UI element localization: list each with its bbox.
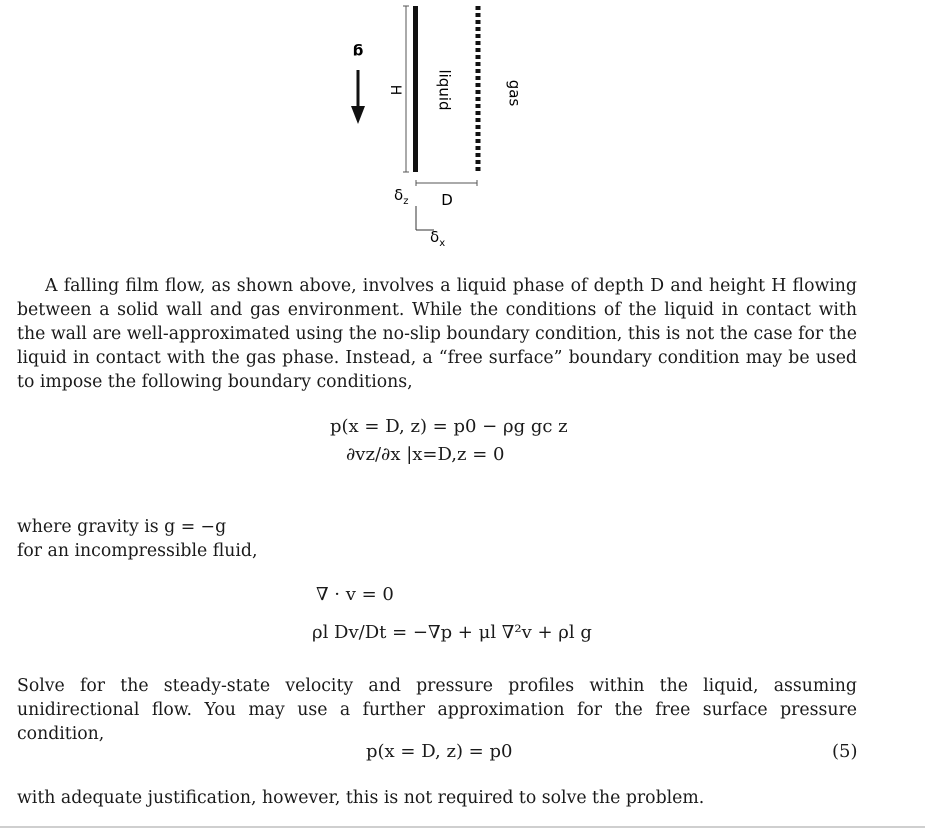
closing-line-clip bbox=[0, 786, 925, 808]
height-label: H bbox=[387, 84, 403, 96]
equation-bc1: p(x = D, z) = p0 − ρg gc z bbox=[330, 416, 568, 437]
equation-approx: p(x = D, z) = p0 bbox=[366, 741, 513, 762]
delta-x-label: $\delta_x$ bbox=[430, 228, 446, 249]
liquid-label: liquid bbox=[435, 69, 454, 111]
depth-label: D bbox=[441, 191, 453, 209]
falling-film-diagram bbox=[0, 0, 925, 260]
equation-momentum: ρl Dv/Dt = −∇p + μl ∇²v + ρl g bbox=[312, 622, 592, 643]
gas-label: gas bbox=[505, 79, 524, 107]
equation-bc2: ∂vz/∂x |x=D,z = 0 bbox=[346, 444, 505, 465]
gravity-label: g bbox=[352, 43, 364, 61]
solve-paragraph: Solve for the steady-state velocity and pressure profiles within the liquid, assuming unidirectional flow. You may use a further approximation for the free surface pressure condition, bbox=[17, 676, 857, 744]
delta-z-label: $\delta_z$ bbox=[394, 186, 409, 207]
gravity-arrowhead bbox=[351, 106, 365, 124]
equation-continuity: ∇ · v = 0 bbox=[316, 584, 394, 605]
intro-paragraph: A falling film flow, as shown above, involves a liquid phase of depth D and height H flowing between a solid wall and gas environment. While the conditions of the liquid in contact with the wall are well-approximated using the no-slip boundary condition, this is not the case for the liquid in contact with the gas phase. Instead, a “free surface” boundary condition may be used to impose the following boundary conditions, bbox=[17, 276, 857, 392]
gravity-paragraph: where gravity is g = −g for an incompressible fluid, bbox=[17, 517, 258, 561]
bottom-divider bbox=[0, 826, 925, 828]
equation-number: (5) bbox=[832, 741, 858, 762]
closing-paragraph: with adequate justification, however, this is not required to solve the problem. bbox=[17, 788, 705, 808]
solid-wall bbox=[413, 6, 418, 172]
